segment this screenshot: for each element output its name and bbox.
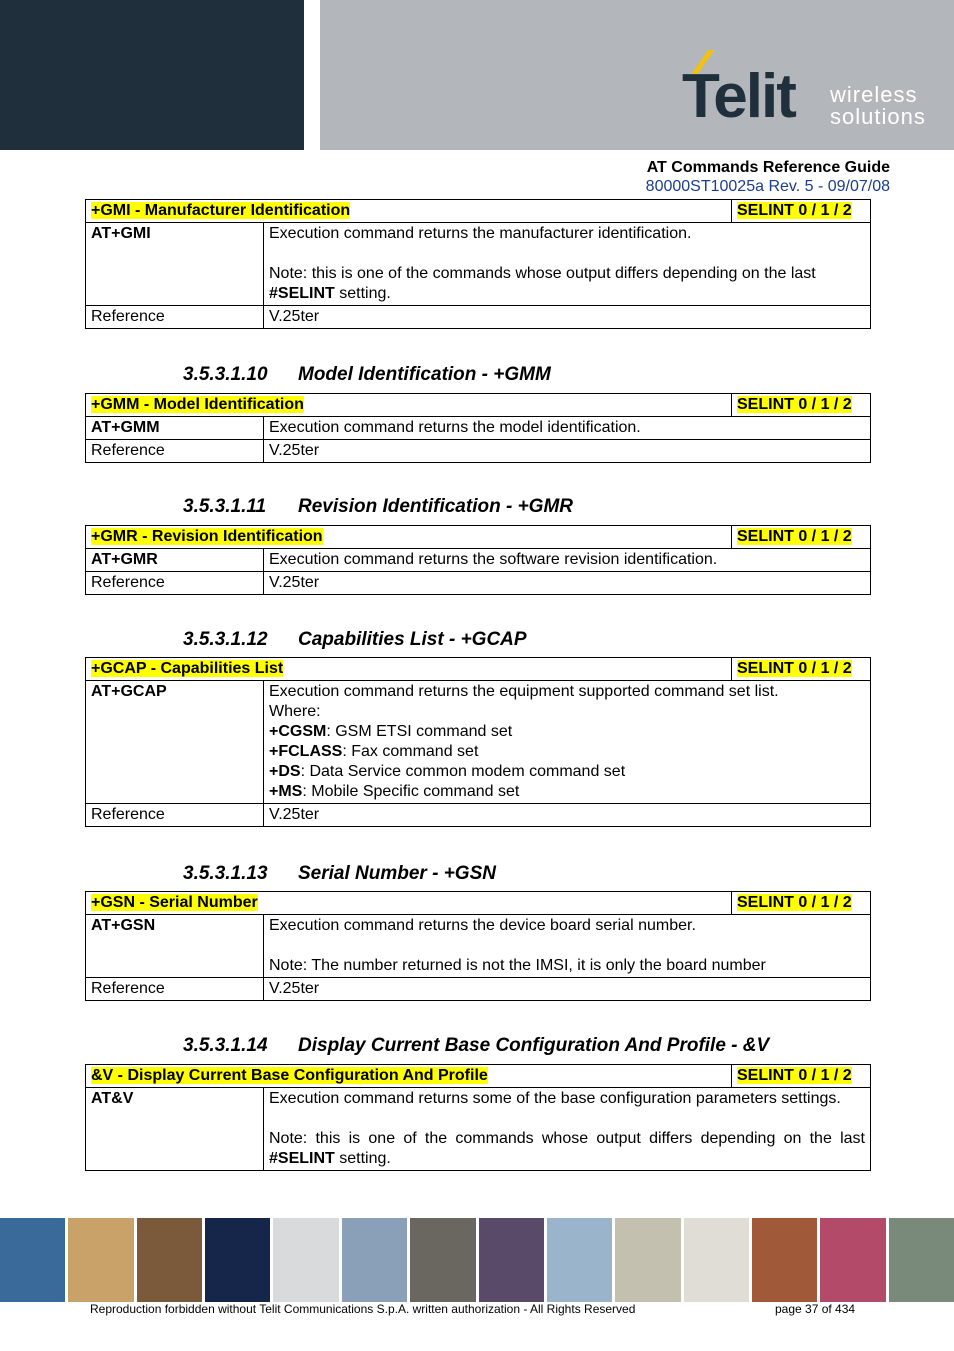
footer-copyright: Reproduction forbidden without Telit Communications S.p.A. written authorization - All Rights Reserved bbox=[90, 1302, 636, 1316]
reference-value: V.25ter bbox=[264, 440, 871, 463]
command-name: AT+GMM bbox=[86, 417, 264, 440]
selint-cell: SELINT 0 / 1 / 2 bbox=[732, 892, 871, 915]
photo-tile bbox=[205, 1218, 270, 1302]
gsn-table bbox=[85, 891, 871, 1001]
gmm-table bbox=[85, 393, 871, 463]
gmi-table bbox=[85, 199, 871, 329]
photo-tile bbox=[615, 1218, 680, 1302]
photo-tile bbox=[820, 1218, 885, 1302]
reference-label: Reference bbox=[86, 978, 264, 1001]
table-title-cell: &V - Display Current Base Configuration And Profile bbox=[86, 1065, 732, 1088]
photo-tile bbox=[137, 1218, 202, 1302]
command-name: AT+GMI bbox=[86, 223, 264, 306]
section-heading-v: 3.5.3.1.14 Display Current Base Configuration And Profile - &V bbox=[183, 1035, 770, 1056]
capability-item: +DS: Data Service common modem command set bbox=[269, 763, 626, 780]
selint-cell: SELINT 0 / 1 / 2 bbox=[732, 200, 871, 223]
selint-cell: SELINT 0 / 1 / 2 bbox=[732, 1065, 871, 1088]
document-revision: 80000ST10025a Rev. 5 - 09/07/08 bbox=[645, 178, 890, 195]
command-description: Execution command returns the manufacturer identification. Note: this is one of the commands whose output differs depending on the last #SELINT setting. bbox=[264, 223, 871, 306]
capability-item: +MS: Mobile Specific command set bbox=[269, 783, 520, 800]
reference-label: Reference bbox=[86, 440, 264, 463]
gmr-table bbox=[85, 525, 871, 595]
command-description: Execution command returns the equipment supported command set list. Where: +CGSM: GSM ETSI command set +FCLASS: Fax command set +DS: Data Service common modem command set +MS: Mobile Specific command set bbox=[264, 681, 871, 804]
table-title-cell: +GMI - Manufacturer Identification bbox=[86, 200, 732, 223]
photo-tile bbox=[889, 1218, 954, 1302]
photo-tile bbox=[68, 1218, 133, 1302]
photo-tile bbox=[410, 1218, 475, 1302]
photo-tile bbox=[752, 1218, 817, 1302]
command-description: Execution command returns some of the base configuration parameters settings. Note: this is one of the commands whose output differs depending on the last #SELINT setting. bbox=[264, 1088, 871, 1171]
capability-item: +FCLASS: Fax command set bbox=[269, 743, 479, 760]
command-name: AT&V bbox=[86, 1088, 264, 1171]
section-heading-gcap: 3.5.3.1.12 Capabilities List - +GCAP bbox=[183, 629, 527, 650]
section-heading-gmr: 3.5.3.1.11 Revision Identification - +GMR bbox=[183, 496, 573, 517]
command-description: Execution command returns the device board serial number. Note: The number returned is not the IMSI, it is only the board number bbox=[264, 915, 871, 978]
command-name: AT+GMR bbox=[86, 549, 264, 572]
telit-logo: Telit bbox=[682, 62, 795, 131]
command-description: Execution command returns the software revision identification. bbox=[264, 549, 871, 572]
selint-cell: SELINT 0 / 1 / 2 bbox=[732, 394, 871, 417]
reference-label: Reference bbox=[86, 572, 264, 595]
photo-tile bbox=[342, 1218, 407, 1302]
table-title-cell: +GSN - Serial Number bbox=[86, 892, 732, 915]
photo-tile bbox=[547, 1218, 612, 1302]
table-title-cell: +GMM - Model Identification bbox=[86, 394, 732, 417]
section-heading-gmm: 3.5.3.1.10 Model Identification - +GMM bbox=[183, 364, 551, 385]
photo-tile bbox=[479, 1218, 544, 1302]
reference-label: Reference bbox=[86, 804, 264, 827]
capability-item: +CGSM: GSM ETSI command set bbox=[269, 723, 513, 740]
footer-image-strip bbox=[0, 1218, 954, 1302]
command-name: AT+GSN bbox=[86, 915, 264, 978]
table-title-cell: +GCAP - Capabilities List bbox=[86, 658, 732, 681]
document-title: AT Commands Reference Guide bbox=[646, 159, 890, 176]
reference-value: V.25ter bbox=[264, 306, 871, 329]
selint-cell: SELINT 0 / 1 / 2 bbox=[732, 658, 871, 681]
selint-cell: SELINT 0 / 1 / 2 bbox=[732, 526, 871, 549]
command-name: AT+GCAP bbox=[86, 681, 264, 804]
page-number: page 37 of 434 bbox=[775, 1302, 856, 1316]
section-heading-gsn: 3.5.3.1.13 Serial Number - +GSN bbox=[183, 863, 496, 884]
command-description: Execution command returns the model identification. bbox=[264, 417, 871, 440]
header-dark-panel bbox=[0, 0, 304, 150]
photo-tile bbox=[273, 1218, 338, 1302]
reference-label: Reference bbox=[86, 306, 264, 329]
photo-tile bbox=[0, 1218, 65, 1302]
reference-value: V.25ter bbox=[264, 978, 871, 1001]
v-table bbox=[85, 1064, 871, 1171]
logo-tagline: wireless solutions bbox=[830, 82, 926, 129]
table-title-cell: +GMR - Revision Identification bbox=[86, 526, 732, 549]
gcap-table bbox=[85, 657, 871, 827]
reference-value: V.25ter bbox=[264, 804, 871, 827]
reference-value: V.25ter bbox=[264, 572, 871, 595]
photo-tile bbox=[684, 1218, 749, 1302]
